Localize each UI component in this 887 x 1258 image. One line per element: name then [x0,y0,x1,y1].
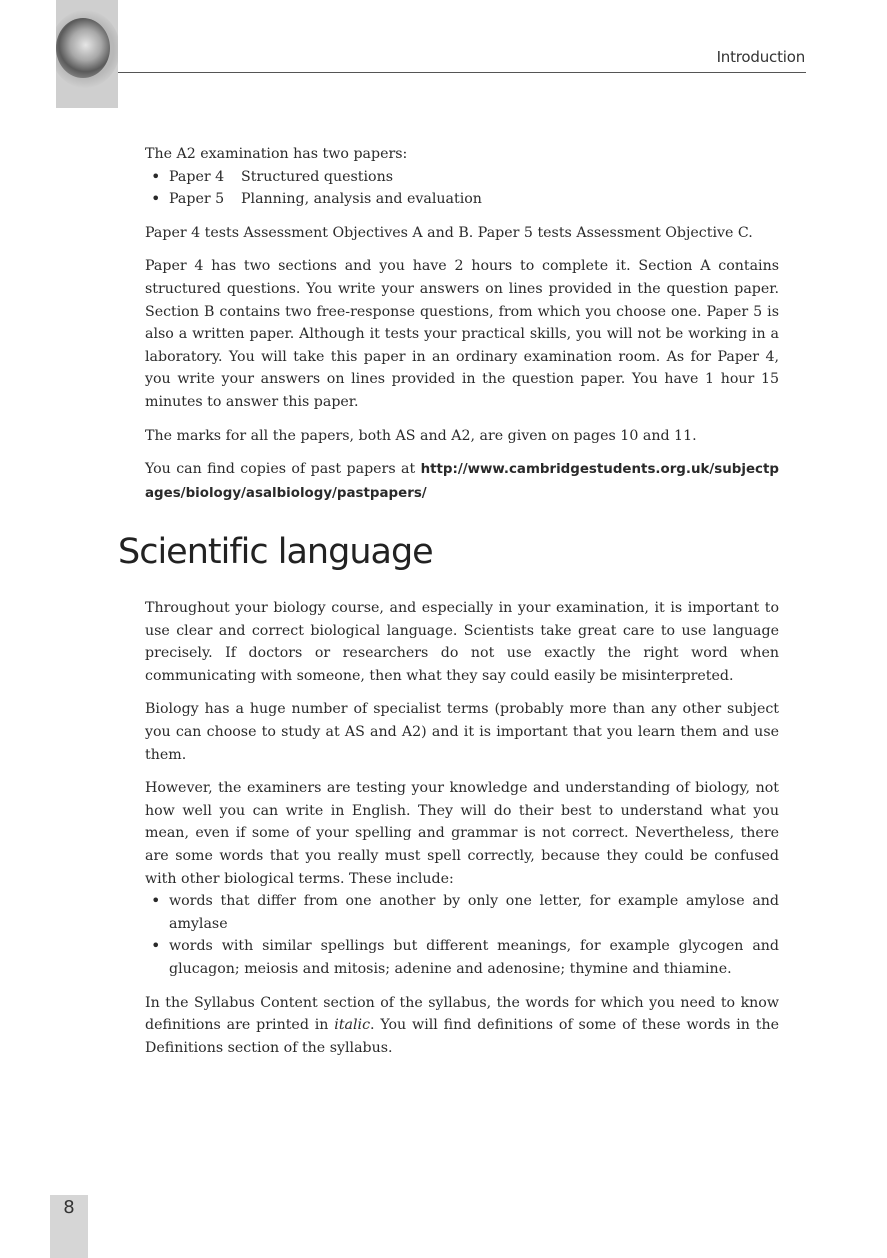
paper-description: Structured questions [241,168,393,185]
text-span: In the Syllabus Content section of the syllabus, the words for which you need to know definitions are printed in [145,994,779,1034]
italic-word: italic [334,1017,371,1034]
paper-description: Planning, analysis and evaluation [241,191,482,208]
paragraph [145,992,779,1060]
paragraph: Throughout your biology course, and especially in your examination, it is important to use clear and correct biological language. Scientists take great care to use language precisely. If doctors or researchers do not use exactly the right word when communicating with someone, then what they say could easily be misinterpreted. [145,600,779,684]
list-item [145,166,779,189]
past-papers-paragraph [145,458,779,505]
paper-details-paragraph: Paper 4 has two sections and you have 2 hours to complete it. Section A contains structured questions. You write your answers on lines provided in the question paper. Section B contains two free-response questions, from which you choose one. Paper 5 is also a written paper. Although it tests your practical skills, you will not be working in a laboratory. You will take this paper in an ordinary examination room. As for Paper 4, you write your answers on lines provided in the question paper. You have 1 hour 15 minutes to answer this paper. [145,258,779,410]
objectives-paragraph: Paper 4 tests Assessment Objectives A and B. Paper 5 tests Assessment Objective C. [145,224,753,241]
section-heading: Scientific language [118,532,433,572]
list-item [145,188,779,211]
globe-image [56,18,110,78]
paper-label: Paper 4 [169,168,225,185]
header-rule [118,72,806,73]
papers-list [145,166,779,211]
spelling-list [145,890,779,980]
marks-paragraph: The marks for all the papers, both AS and A2, are given on pages 10 and 11. [145,427,697,444]
page-number: 8 [63,1197,75,1218]
list-item: • words that differ from one another by only one letter, for example amylose and amylase [145,890,779,935]
paper-label: Paper 5 [169,191,225,208]
papers-intro: The A2 examination has two papers: [145,146,408,162]
scientific-language-section [145,597,779,1070]
intro-section [145,143,779,516]
paragraph: Biology has a huge number of specialist terms (probably more than any other subject you can choose to study at AS and A2) and it is important that you learn them and use them. [145,701,779,763]
text-span: . You will find definitions of some of these words in the Definitions section of the syllabus. [145,1017,779,1056]
running-header: Introduction [716,48,805,66]
list-item: • words with similar spellings but different meanings, for example glycogen and glucagon; meiosis and mitosis; adenine and adenosine; thymine and thiamine. [145,935,779,980]
past-papers-link[interactable]: http://www.cambridgestudents.org.uk/subjectpages/biology/asalbiology/pastpapers/ [145,462,779,501]
past-papers-text: You can find copies of past papers at [145,461,421,478]
paragraph: However, the examiners are testing your knowledge and understanding of biology, not how well you can write in English. They will do their best to understand what you mean, even if some of your spelling and grammar is not correct. Nevertheless, there are some words that you really must spell correctly, because they could be confused with other biological terms. These include: [145,780,779,887]
globe-icon [56,10,118,90]
